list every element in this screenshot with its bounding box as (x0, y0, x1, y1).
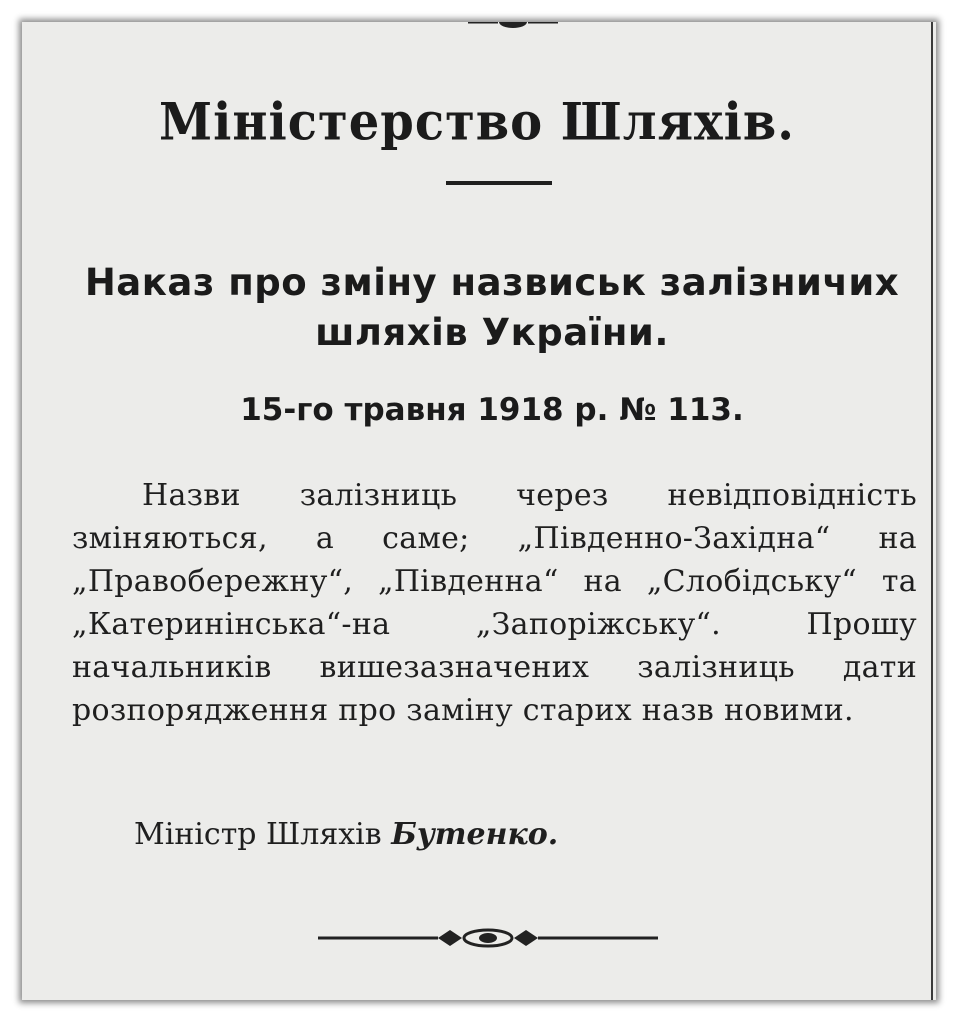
signature-name: Бутенко. (391, 817, 559, 852)
order-body-text: Назви залізниць через невідповідність зміняються, а саме; „Південно-Західна“ на „Правобережну“, „Південна“ на „Слобідську“ та „Катеринінська“-на „Запоріжську“. Прошу начальників вишезазначених залізниць дати розпорядження про заміну старих назв новими. (72, 478, 917, 728)
title-divider (446, 181, 552, 185)
signature-position: Міністр Шляхів (134, 817, 382, 852)
signature (134, 817, 834, 852)
order-title: Наказ про зміну назвиськ залізничих шляхів України. (84, 261, 900, 354)
order-date: 15-го травня 1918 р. № 113. (240, 392, 744, 428)
top-ornament-icon (468, 22, 558, 30)
ministry-title: Міністерство Шляхів. (159, 91, 795, 153)
newspaper-clipping (22, 22, 936, 1000)
bottom-ornament-icon (318, 926, 658, 950)
column-rule (931, 22, 933, 1000)
